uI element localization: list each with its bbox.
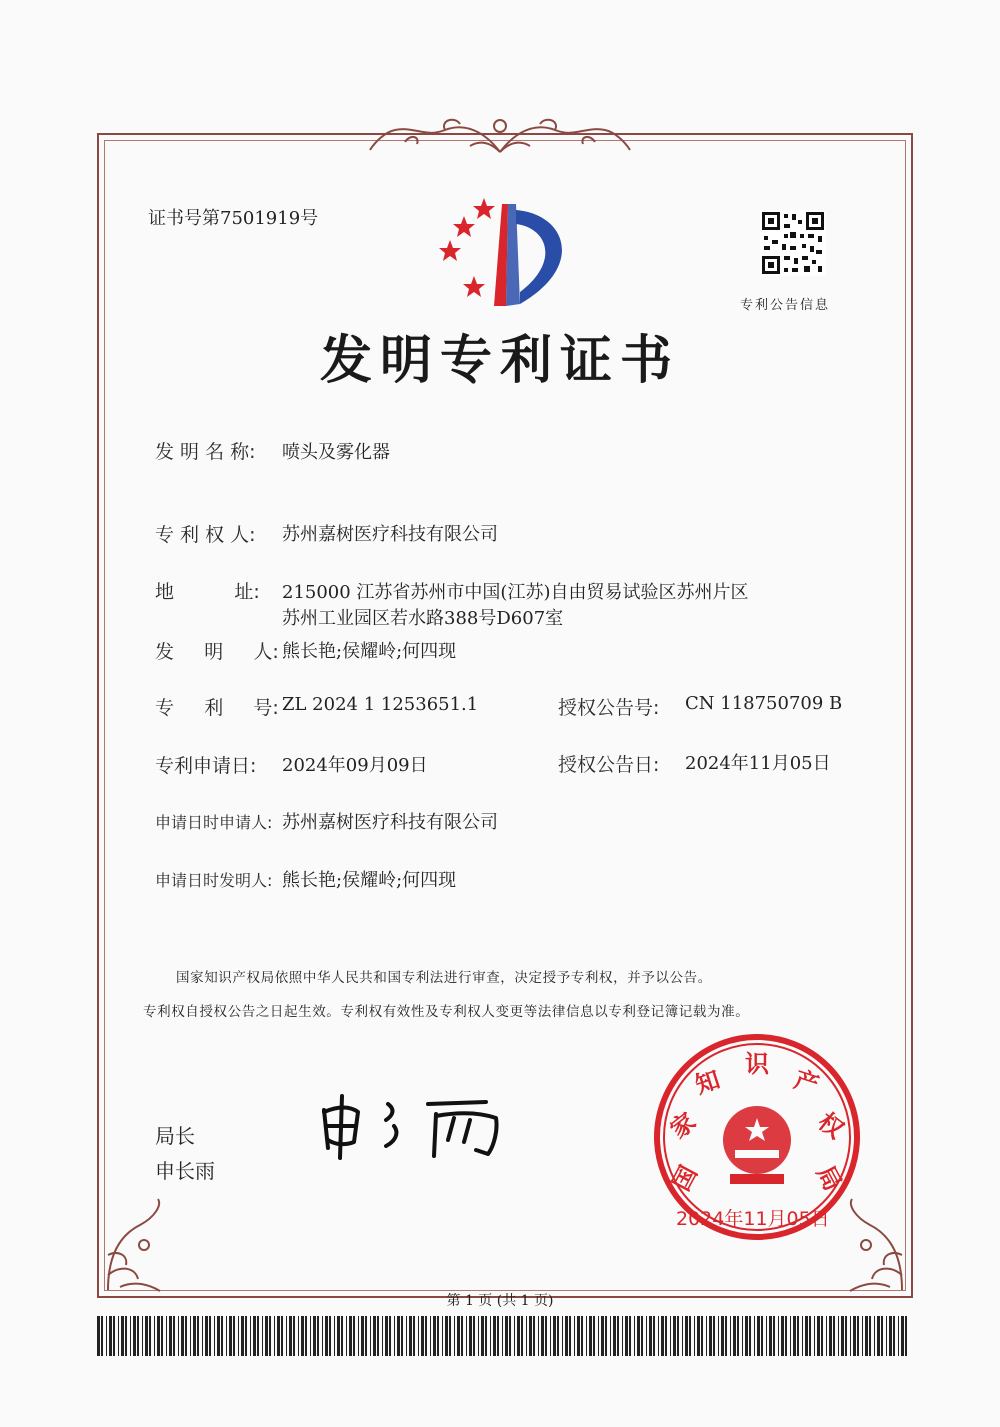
patent-office-logo	[436, 196, 578, 308]
declaration-line2: 专利权自授权公告之日起生效。专利权有效性及专利权人变更等法律信息以专利登记簿记载为准。	[143, 1004, 750, 1020]
grant-publication-number-label: 授权公告号:	[558, 697, 660, 719]
invention-name-label: 发 明 名 称:	[155, 441, 256, 463]
filing-date-label: 专利申请日:	[155, 755, 257, 777]
filing-date-value: 2024年09月09日	[282, 755, 428, 776]
svg-text:权: 权	[812, 1107, 850, 1145]
barcode	[97, 1316, 917, 1356]
qr-code	[760, 210, 826, 276]
svg-text:局: 局	[811, 1161, 848, 1196]
inventor-at-filing-label: 申请日时发明人:	[155, 871, 273, 890]
patentee-value: 苏州嘉树医疗科技有限公司	[282, 524, 498, 545]
page-number: 第 1 页 (共 1 页)	[446, 1293, 554, 1309]
svg-text:家: 家	[664, 1107, 702, 1145]
grant-publication-date-label: 授权公告日:	[558, 754, 660, 776]
address-line2: 苏州工业园区若水路388号D607室	[282, 608, 564, 629]
grant-publication-date-value: 2024年11月05日	[685, 753, 831, 774]
applicant-at-filing-label: 申请日时申请人:	[155, 813, 273, 832]
applicant-at-filing-value: 苏州嘉树医疗科技有限公司	[282, 812, 498, 833]
patent-number-label: 专 利 号:	[155, 697, 279, 719]
director-signature	[318, 1090, 518, 1162]
director-name: 申长雨	[155, 1159, 215, 1183]
certificate-title: 发明专利证书	[319, 331, 680, 391]
qr-caption: 专利公告信息	[740, 298, 831, 313]
patentee-label: 专 利 权 人:	[155, 524, 256, 546]
inventor-value: 熊长艳;侯耀岭;何四现	[282, 641, 457, 662]
director-title: 局长	[155, 1124, 195, 1148]
grant-publication-number-value: CN 118750709 B	[685, 693, 843, 714]
svg-text:产: 产	[790, 1065, 823, 1100]
address-label: 地 址:	[155, 581, 260, 603]
top-ornament	[365, 112, 635, 160]
seal-date: 2024年11月05日	[676, 1208, 830, 1230]
patent-number-value: ZL 2024 1 1253651.1	[282, 694, 479, 715]
address-line1: 215000 江苏省苏州市中国(江苏)自由贸易试验区苏州片区	[282, 582, 749, 603]
svg-text:知: 知	[691, 1065, 724, 1100]
certificate-number: 证书号第7501919号	[148, 208, 319, 229]
inventor-label: 发 明 人:	[155, 641, 279, 663]
svg-text:识: 识	[745, 1050, 769, 1078]
inventor-at-filing-value: 熊长艳;侯耀岭;何四现	[282, 870, 457, 891]
svg-text:国: 国	[666, 1161, 703, 1196]
declaration-line1: 国家知识产权局依照中华人民共和国专利法进行审查，决定授予专利权，并予以公告。	[176, 970, 712, 986]
bottom-left-ornament	[100, 1195, 170, 1295]
invention-name-value: 喷头及雾化器	[282, 442, 390, 463]
